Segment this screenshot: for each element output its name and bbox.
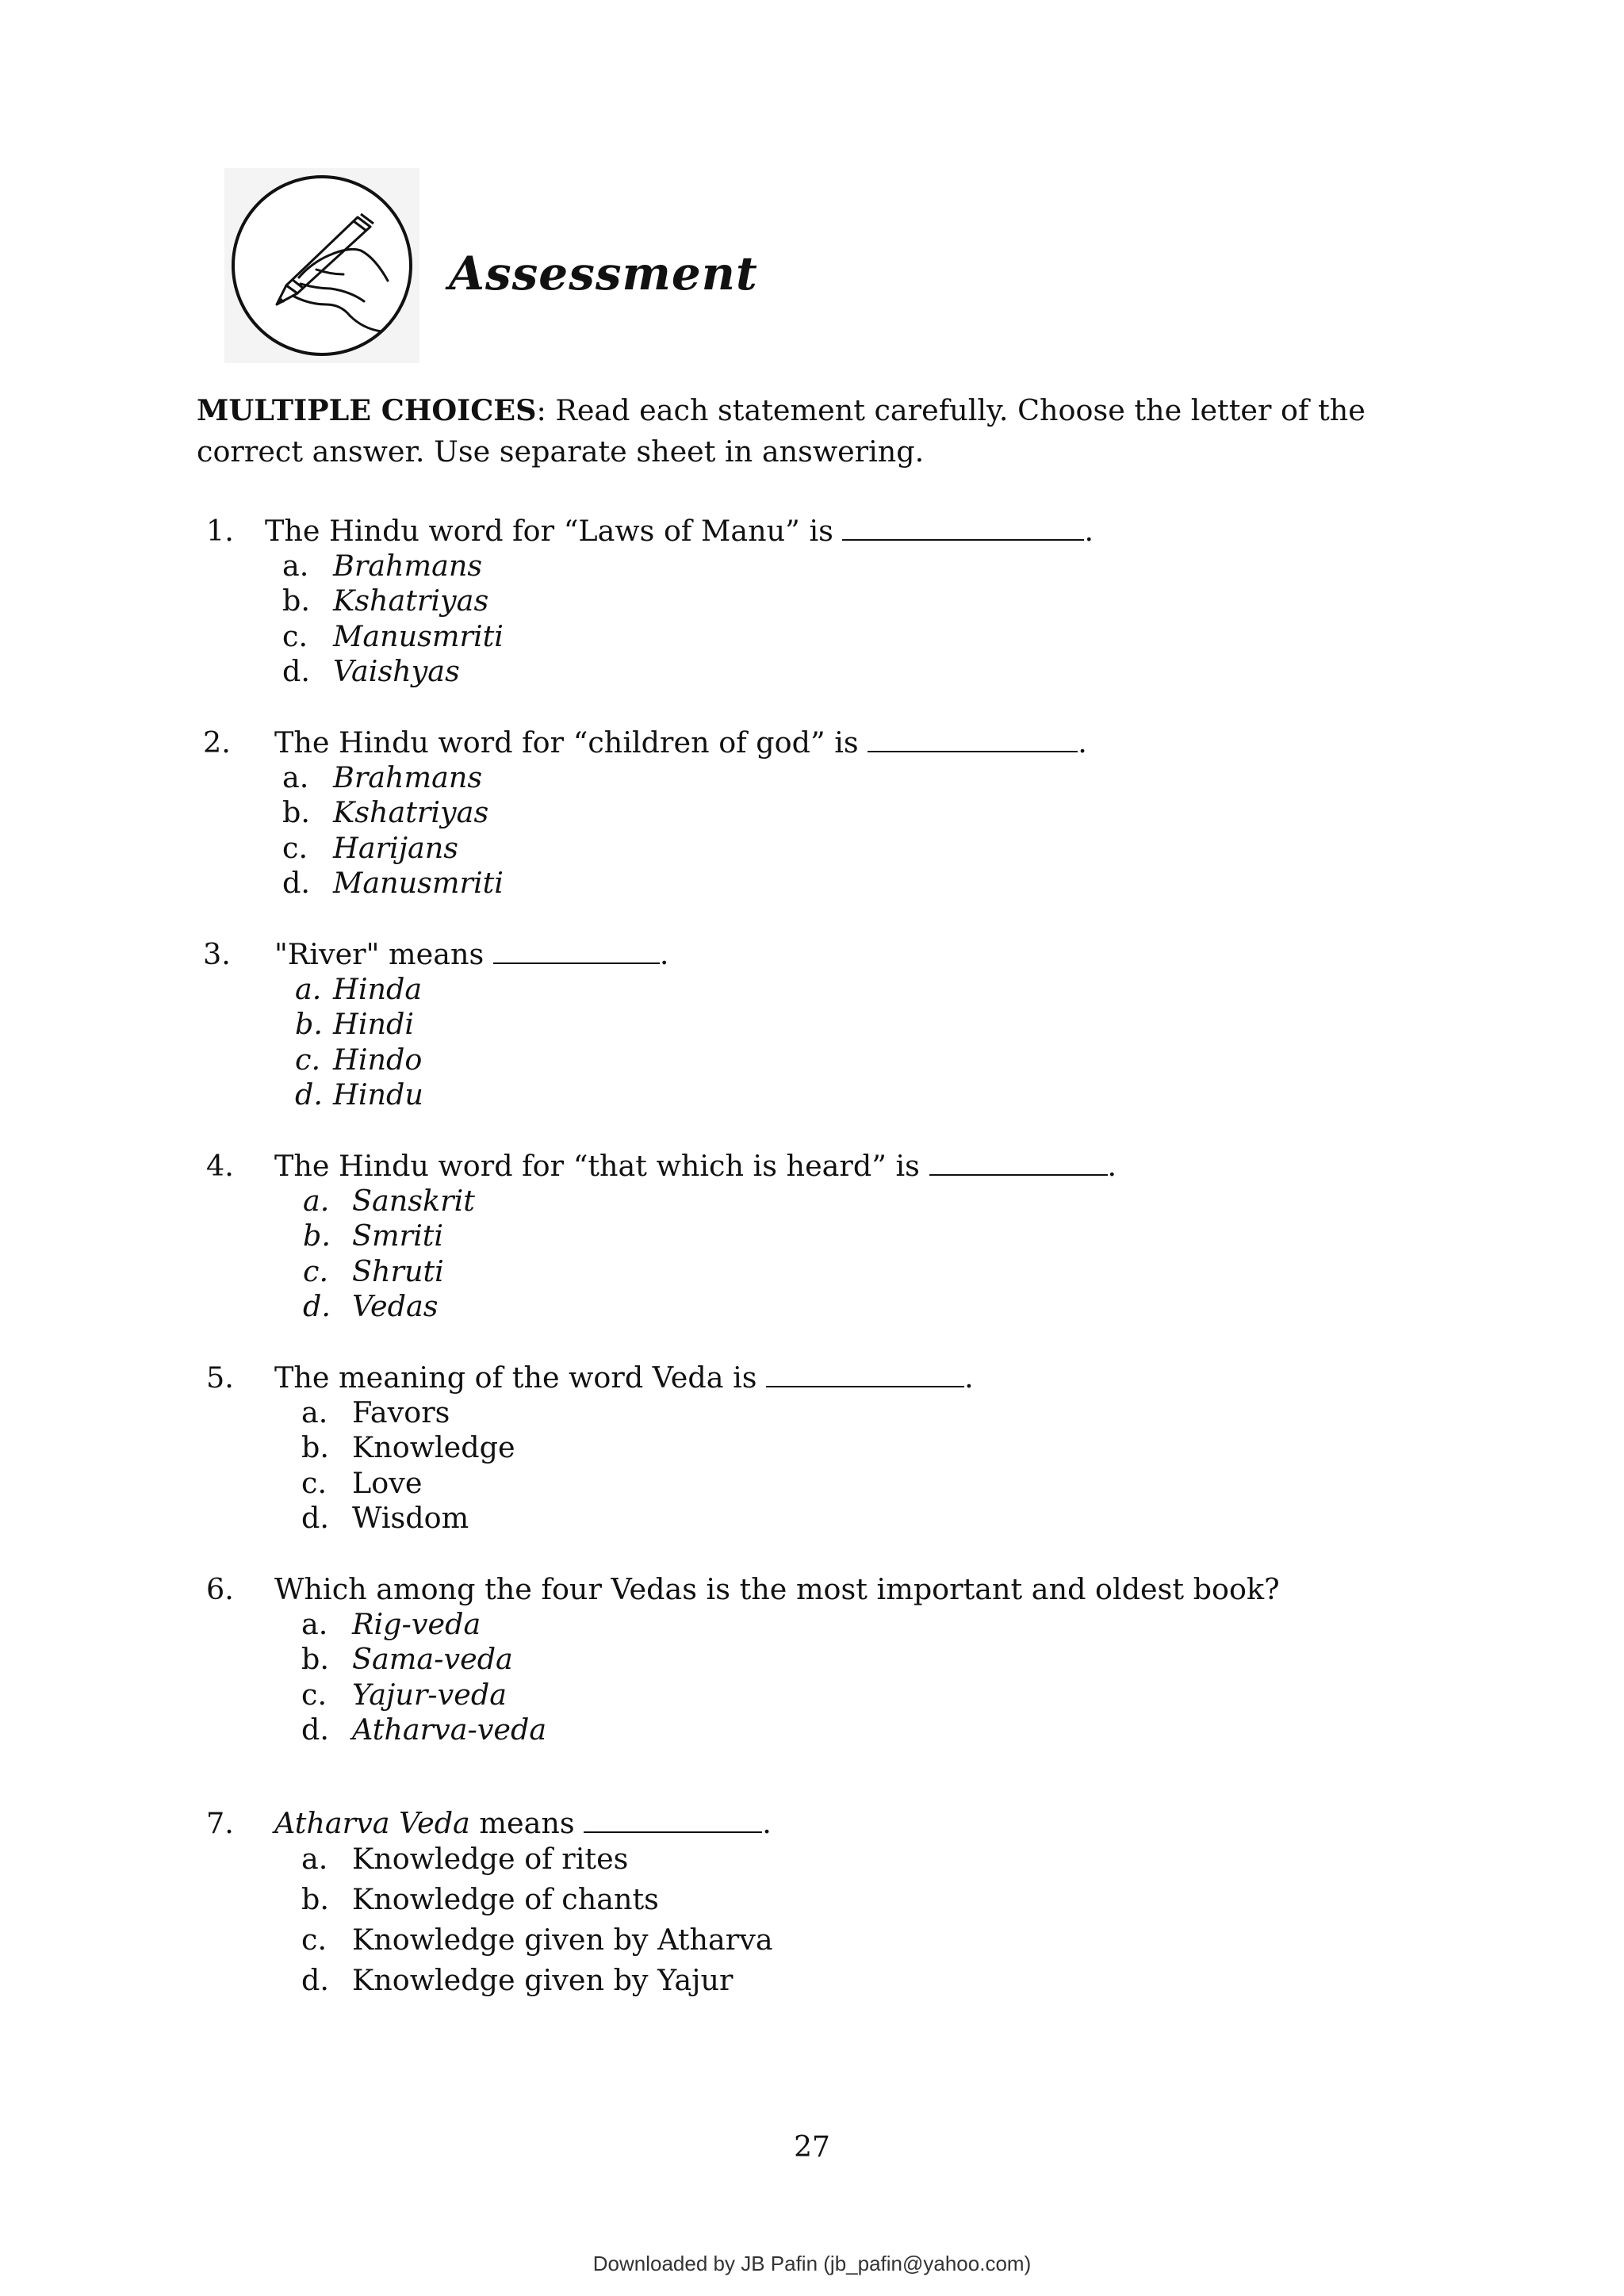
question-number: 3. [203, 937, 231, 971]
option-b: b. Sama-veda [301, 1642, 513, 1676]
option-a: a. Brahmans [282, 760, 483, 794]
stem-end: . [1078, 725, 1087, 760]
stem-text: Which among the four Vedas is the most important and oldest book? [274, 1572, 1280, 1606]
stem-end: . [1107, 1149, 1117, 1183]
option-a: a. Rig-veda [301, 1607, 481, 1641]
question-4 [197, 1149, 1434, 1323]
question-number: 4. [206, 1149, 234, 1183]
answer-blank [868, 727, 1078, 752]
option-b: b. Kshatriyas [282, 795, 489, 829]
option-c: c. Knowledge given by Atharva [301, 1923, 773, 1957]
option-b: b. Hindi [295, 1007, 415, 1041]
stem-end: . [762, 1806, 772, 1840]
question-6 [197, 1572, 1434, 1747]
stem-text: means [469, 1806, 584, 1840]
option-b: b. Knowledge of chants [301, 1882, 659, 1916]
stem-text: The Hindu word for “Laws of Manu” is [265, 514, 843, 548]
question-3 [197, 937, 1434, 1112]
option-d: d. Knowledge given by Yajur [301, 1963, 733, 1997]
question-7 [197, 1806, 1434, 2012]
page-title: Assessment [449, 247, 758, 300]
option-d: d. Wisdom [301, 1501, 469, 1535]
stem-end: . [659, 937, 669, 971]
option-b: b. Kshatriyas [282, 584, 489, 618]
question-1 [197, 514, 1434, 688]
question-2 [197, 725, 1434, 900]
option-c: c. Manusmriti [282, 619, 504, 653]
option-d: d. Vedas [303, 1289, 439, 1323]
answer-blank [842, 515, 1084, 541]
stem-text: The Hindu word for “that which is heard” is [274, 1149, 929, 1183]
stem-italic: Atharva Veda [274, 1806, 470, 1840]
stem-text: "River" means [274, 937, 493, 971]
answer-blank [493, 939, 660, 964]
question-number: 7. [206, 1806, 234, 1840]
stem-text: The meaning of the word Veda is [274, 1360, 767, 1395]
option-a: a. Hinda [295, 972, 423, 1006]
question-stem [274, 725, 1087, 761]
question-number: 2. [203, 725, 231, 760]
stem-text: The Hindu word for “children of god” is [274, 725, 868, 760]
page-number: 27 [794, 2131, 830, 2164]
stem-end: . [1084, 514, 1094, 548]
question-stem [274, 1360, 974, 1396]
answer-blank [766, 1362, 964, 1387]
question-number: 1. [206, 514, 234, 548]
question-stem [274, 937, 668, 973]
option-a: a. Brahmans [282, 549, 483, 583]
question-stem [274, 1806, 772, 1842]
option-b: b. Knowledge [301, 1430, 515, 1464]
option-c: c. Harijans [282, 831, 459, 865]
instructions-lead: MULTIPLE CHOICES [197, 393, 537, 427]
question-stem [274, 1149, 1116, 1184]
download-footer: Downloaded by JB Pafin (jb_pafin@yahoo.com) [592, 2252, 1032, 2275]
option-c: c. Love [301, 1466, 423, 1500]
question-stem [274, 1572, 1280, 1608]
option-d: d. Manusmriti [282, 866, 504, 900]
option-c: c. Yajur-veda [301, 1678, 507, 1712]
question-number: 6. [206, 1572, 234, 1606]
option-a: a. Sanskrit [303, 1184, 475, 1218]
hand-writing-pencil-icon [224, 168, 419, 363]
instructions [197, 390, 1434, 473]
question-5 [197, 1360, 1434, 1535]
option-d: d. Vaishyas [282, 654, 460, 688]
question-stem [265, 514, 1094, 549]
option-d: d. Hindu [295, 1077, 423, 1112]
option-c: c. Shruti [303, 1254, 444, 1288]
option-b: b. Smriti [303, 1219, 444, 1253]
option-c: c. Hindo [295, 1043, 423, 1077]
answer-blank [584, 1808, 762, 1833]
answer-blank [929, 1150, 1108, 1176]
option-d: d. Atharva-veda [301, 1712, 547, 1747]
option-a: a. Knowledge of rites [301, 1842, 629, 1876]
instructions-text: : Read each statement carefully. Choose the letter of the correct answer. Use separate sheet in answering. [197, 393, 1365, 469]
option-a: a. Favors [301, 1395, 450, 1429]
question-number: 5. [206, 1360, 234, 1395]
stem-end: . [964, 1360, 974, 1395]
